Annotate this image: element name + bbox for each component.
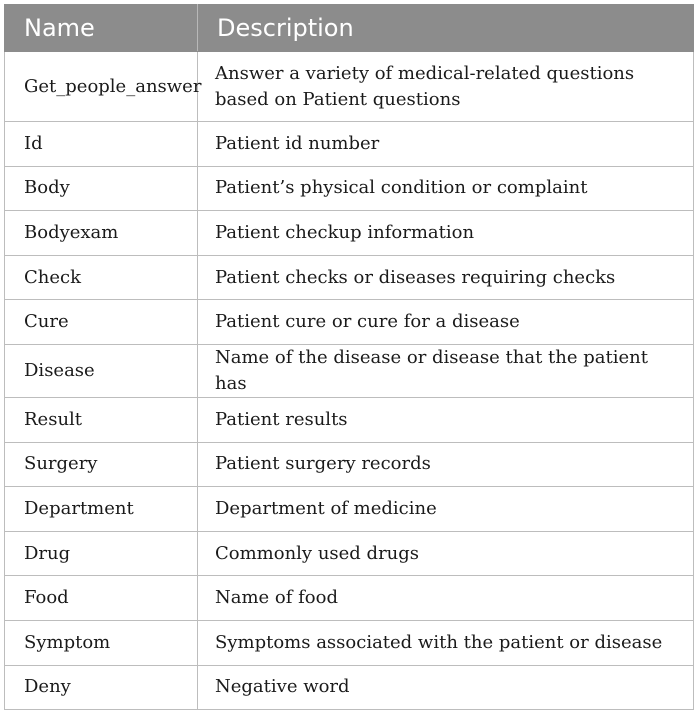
entity-description-cell: Patient id number (198, 122, 694, 167)
table-row (5, 487, 694, 532)
entity-description-cell: Patient checks or diseases requiring checks (198, 255, 694, 300)
entity-table-container (4, 4, 693, 710)
table-row (5, 665, 694, 710)
table-row (5, 52, 694, 122)
entity-description-cell: Negative word (198, 665, 694, 710)
column-header-name: Name (5, 5, 198, 52)
entity-description-cell: Department of medicine (198, 487, 694, 532)
entity-description-cell: Patient checkup information (198, 211, 694, 256)
entity-name-cell: Deny (5, 665, 198, 710)
entity-name-cell: Drug (5, 531, 198, 576)
entity-table (4, 4, 694, 710)
entity-name-cell: Disease (5, 344, 198, 397)
entity-name-cell: Result (5, 397, 198, 442)
entity-description-cell: Answer a variety of medical-related questions based on Patient questions (198, 52, 694, 122)
entity-name-cell: Department (5, 487, 198, 532)
table-row (5, 300, 694, 345)
entity-description-cell: Patient’s physical condition or complaint (198, 166, 694, 211)
entity-name-cell: Food (5, 576, 198, 621)
entity-name-cell: Check (5, 255, 198, 300)
entity-name-cell: Bodyexam (5, 211, 198, 256)
table-row (5, 620, 694, 665)
entity-description-cell: Patient surgery records (198, 442, 694, 487)
entity-description-cell: Name of food (198, 576, 694, 621)
table-row (5, 397, 694, 442)
entity-description-cell: Symptoms associated with the patient or disease (198, 620, 694, 665)
table-row (5, 122, 694, 167)
table-row (5, 442, 694, 487)
entity-description-cell: Patient results (198, 397, 694, 442)
table-row (5, 531, 694, 576)
entity-description-cell: Name of the disease or disease that the patient has (198, 344, 694, 397)
table-header-row (5, 5, 694, 52)
entity-name-cell: Symptom (5, 620, 198, 665)
entity-description-cell: Patient cure or cure for a disease (198, 300, 694, 345)
entity-name-cell: Get_people_answer (5, 52, 198, 122)
entity-description-cell: Commonly used drugs (198, 531, 694, 576)
entity-name-cell: Body (5, 166, 198, 211)
table-row (5, 211, 694, 256)
table-row (5, 255, 694, 300)
column-header-description: Description (198, 5, 694, 52)
table-row (5, 576, 694, 621)
entity-name-cell: Surgery (5, 442, 198, 487)
entity-name-cell: Id (5, 122, 198, 167)
table-row (5, 344, 694, 397)
entity-name-cell: Cure (5, 300, 198, 345)
table-row (5, 166, 694, 211)
